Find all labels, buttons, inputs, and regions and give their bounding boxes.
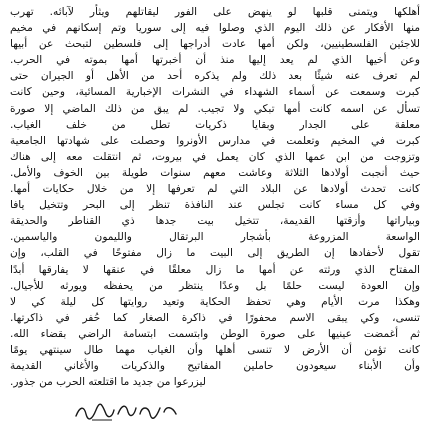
text-line: حيث أنجبت أولادها الثلاثة وعاشت معهم سنوات طويلة بين الخوف والأمل. — [10, 166, 420, 179]
handwritten-signature — [72, 396, 182, 424]
text-line: تنسى، وكي يبقى الاسم محفورًا في ذاكرة الصغار كما حُفر في ذاكرتها. — [10, 311, 420, 324]
signature-row — [10, 396, 420, 424]
text-line: منها الأفكار عن ذلك اليوم الذي وصلوا فيه إلى سوريا وتم إسكانهم في مخيم — [10, 22, 420, 35]
text-line: الواسعة المزروعة بأشجار البرتقال والليمون والياسمين. — [10, 231, 420, 244]
text-line: وفي كل مساء كانت تجلس عند النافذة تنظر إلى البحر وتتخيل يافا — [10, 199, 420, 212]
text-line: للاجئين الفلسطينيين، ولكن أمها عادت أدراجها إلى فلسطين لتبحث عن أبيها — [10, 38, 420, 51]
text-line: معلقة على الجدار وبقايا ذكريات تطل من خلف الغياب. — [10, 118, 420, 131]
text-line: تقول لأحفادها إن الطريق إلى البيت ما زال مفتوحًا في القلب، وإن — [10, 247, 420, 260]
text-line: وبياراتها وأزقتها القديمة، تتخيل بيت جدها ذي القناطر والحديقة — [10, 215, 420, 228]
text-line: كانت تؤمن أن الأرض لا تنسى أهلها وأن الغياب مهما طال سينتهي يومًا — [10, 343, 420, 356]
text-line: كبرت في المخيم وتعلمت في مدارس الأونروا وحصلت على شهادتها الجامعية — [10, 134, 420, 147]
text-line: وإن العودة ليست حلمًا بل وعدًا ينتظر من يحفظه ويورثه للأجيال. — [10, 279, 420, 292]
text-line: وأن الأبناء سيعودون حاملين المفاتيح والذكريات والأغاني القديمة — [10, 360, 420, 373]
text-line: لم تعرف عنه شيئًا بعد ذلك ولم يذكره أحد من الأهل أو الجيران حتى — [10, 70, 420, 83]
text-line: المفتاح الذي ورثته عن أمها ما زال معلقًا في عنقها لا يفارقها أبدًا — [10, 263, 420, 276]
text-line: كبرت وسمعت عن أسماء الشهداء في النشرات الإخبارية المسائية، وحين كانت — [10, 86, 420, 99]
text-line: وتزوجت من ابن عمها الذي كان يعمل في بيروت، ثم انتقلت معه إلى هناك — [10, 150, 420, 163]
text-line: ثم أغمضت عينيها على صورة الوطن وابتسمت ابتسامة الراضي بقضاء الله. — [10, 327, 420, 340]
text-line: أهلكها ويتمنى قلبها لو ينهض على الفور ليقاتلهم ويثأر لآبائه. تهرب — [10, 6, 420, 18]
document-body — [10, 4, 420, 390]
text-line: كانت تحدث أولادها عن البلاد التي لم تعرفها إلا من خلال حكايات أمها. — [10, 183, 420, 196]
text-line: تسأل عن اسمه كانت أمها تبكي ولا تجيب. لم يبق من ذلك الماضي إلا صورة — [10, 102, 420, 115]
text-line: ليزرعوا من جديد ما اقتلعته الحرب من جذور. — [10, 376, 206, 389]
text-line: وعن أخيها الذي لم يعد إليها منذ أن أخبرتها أمها بموته في الحرب. — [10, 54, 420, 67]
text-line: وهكذا مرت الأيام وهي تحفظ الحكاية وتعيد روايتها كل ليلة كي لا — [10, 295, 420, 308]
